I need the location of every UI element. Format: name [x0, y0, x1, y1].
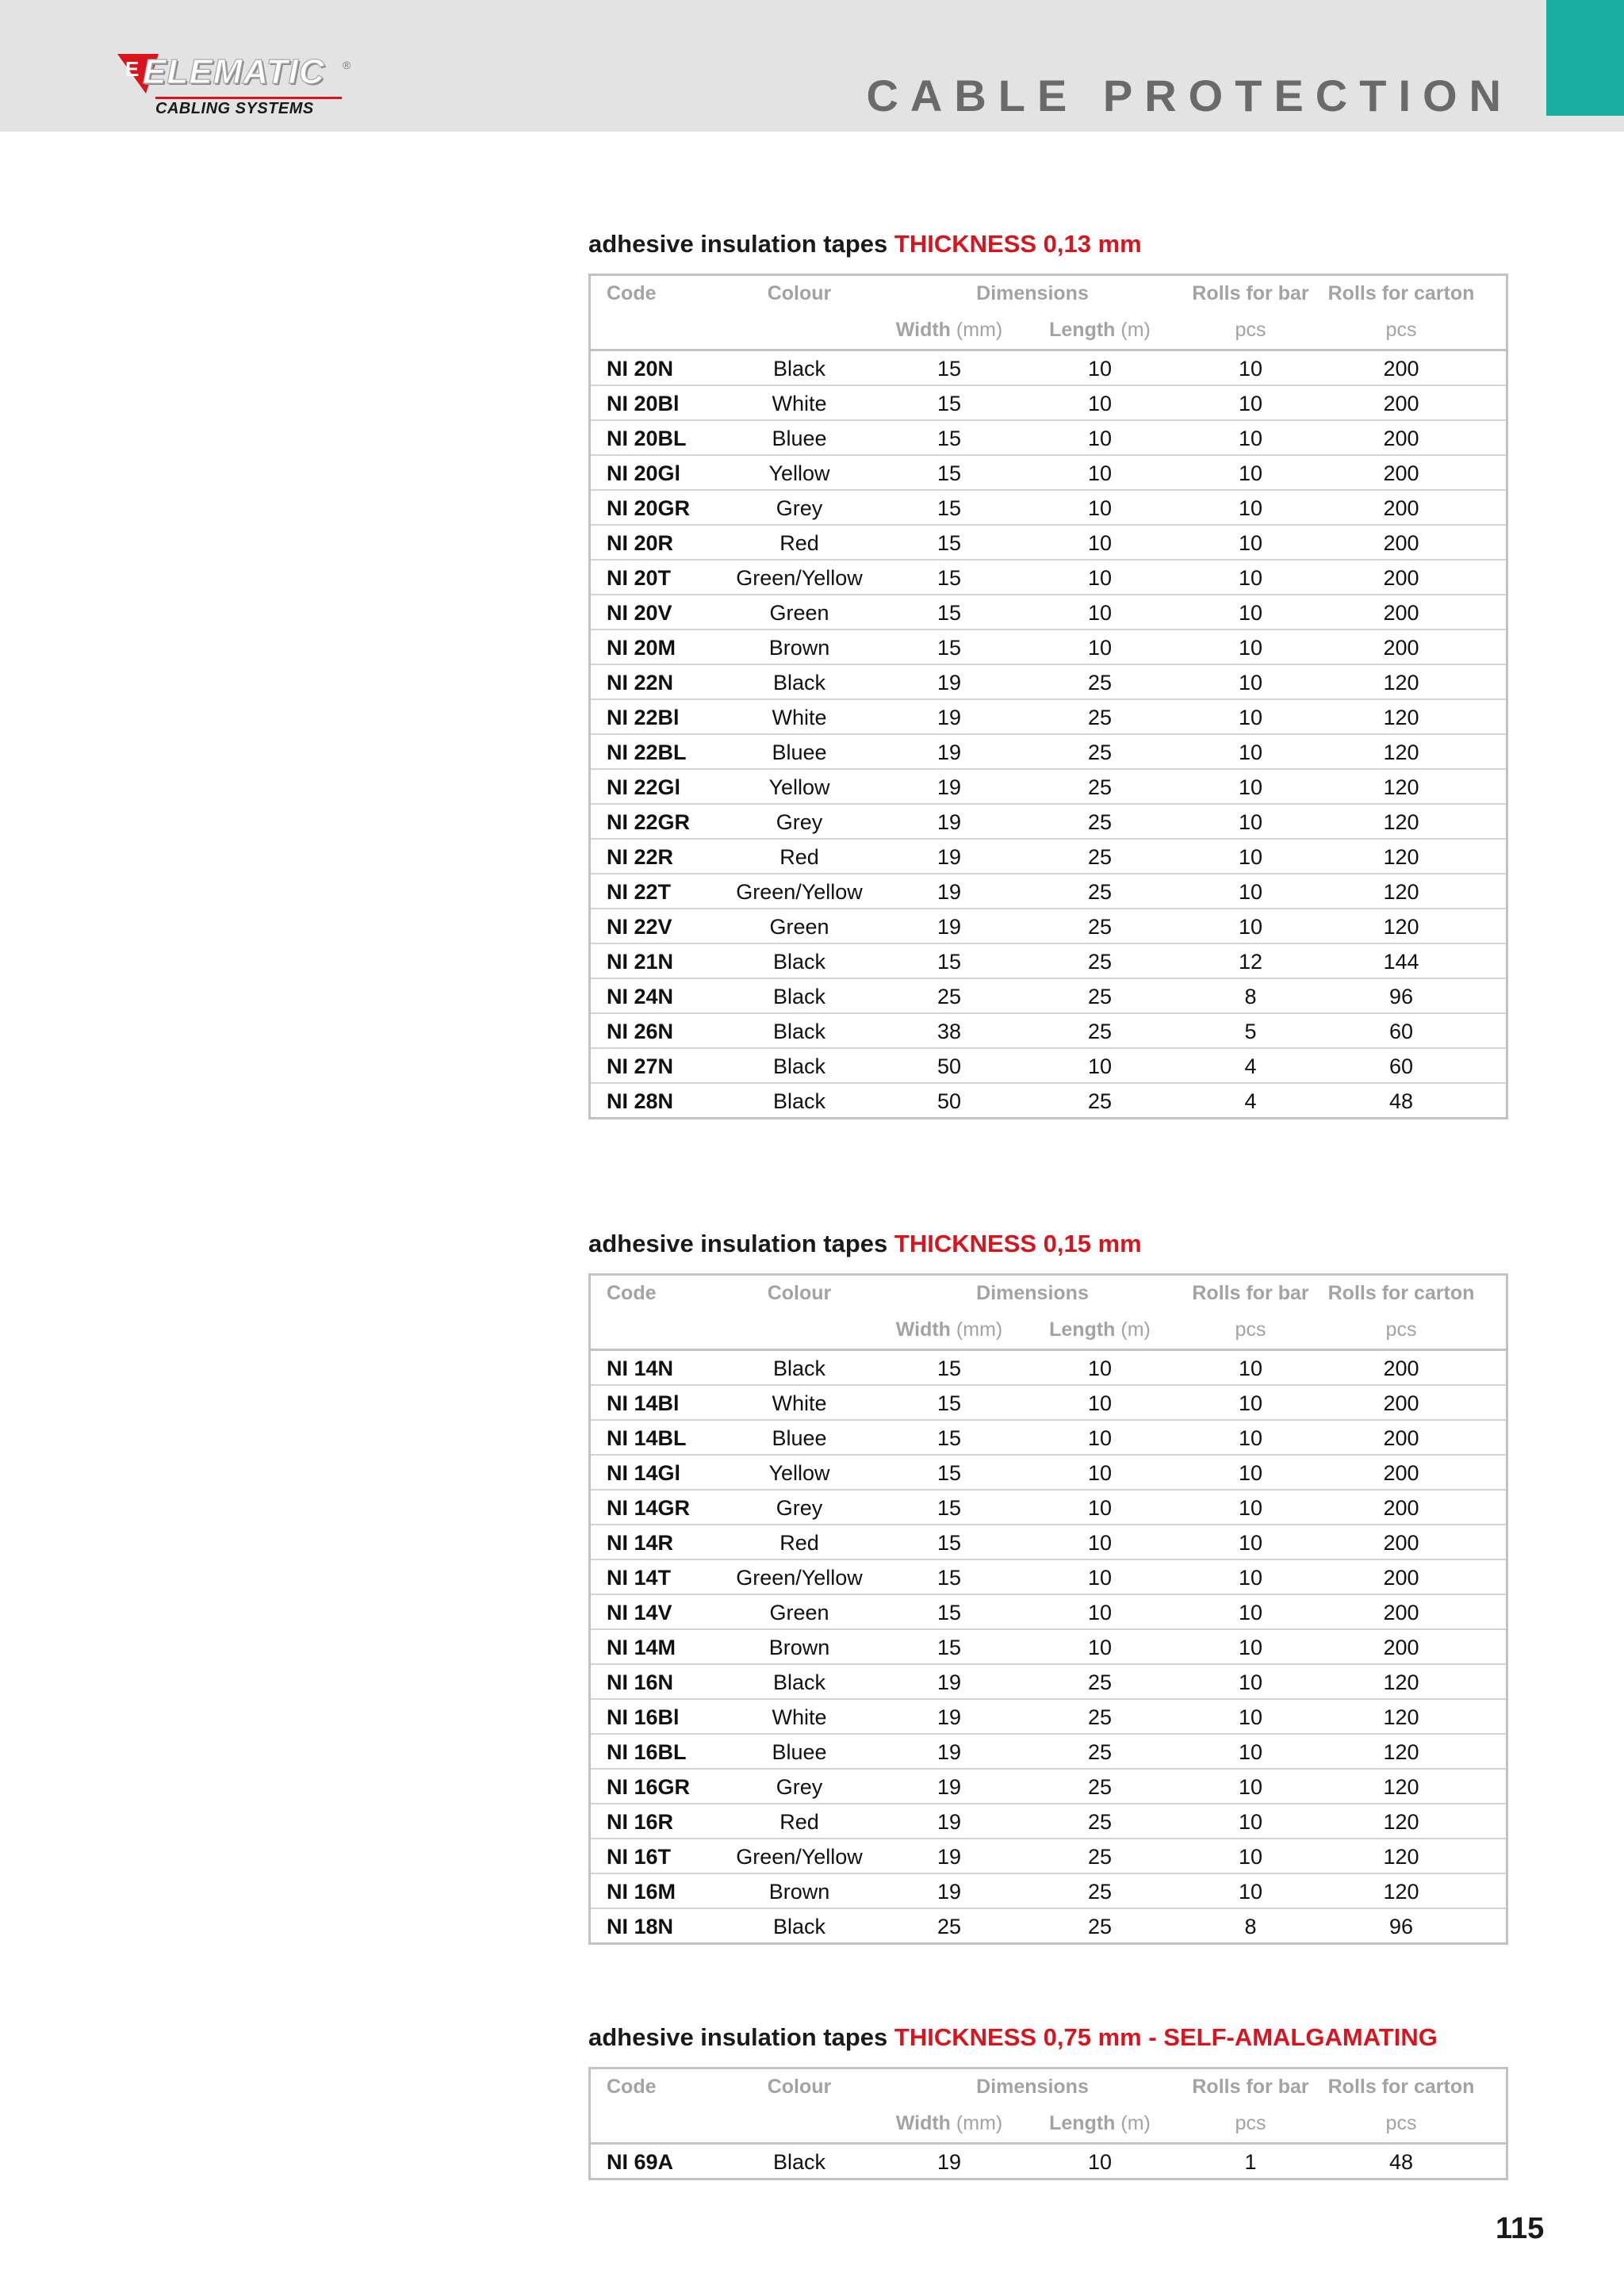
col-header-width-unit: (mm)	[956, 1318, 1003, 1341]
tape-section-013	[588, 224, 1508, 1119]
col-header-rolls-carton: Rolls for carton	[1327, 2076, 1475, 2098]
code-cell: NI 20T	[607, 566, 672, 590]
code-cell: NI 14M	[607, 1636, 676, 1659]
svg-text:E: E	[125, 57, 140, 81]
section-title-prefix: adhesive insulation tapes	[588, 1230, 888, 1257]
section-title	[588, 224, 1508, 264]
unit-pcs-carton: pcs	[1385, 1318, 1417, 1341]
table-body	[591, 351, 1506, 1117]
section-title-highlight: THICKNESS 0,13 mm	[894, 230, 1142, 258]
code-cell: NI 16M	[607, 1880, 676, 1904]
tape-section-015	[588, 1224, 1508, 1945]
code-cell: NI 22BL	[607, 740, 687, 764]
table-row: NI 26N Black 38 25 5 60	[591, 1014, 1506, 1049]
code-cell: NI 69A	[607, 2150, 674, 2174]
col-header-length-unit: (m)	[1120, 319, 1151, 341]
logo-underline	[155, 97, 342, 99]
code-cell: NI 22GR	[607, 810, 691, 834]
unit-pcs-bar: pcs	[1235, 319, 1266, 341]
code-cell: NI 27N	[607, 1054, 674, 1078]
col-header-width-unit: (mm)	[956, 2112, 1003, 2134]
col-header-length-unit: (m)	[1120, 1318, 1151, 1341]
section-accent-tab	[1546, 0, 1624, 116]
table-row: NI 20R Red 15 10 10 200	[591, 526, 1506, 561]
table-row: NI 24N Black 25 25 8 96	[591, 979, 1506, 1014]
table-row: NI 22Gl Yellow 19 25 10 120	[591, 770, 1506, 805]
col-header-dimensions: Dimensions	[976, 282, 1089, 304]
table-body	[591, 1351, 1506, 1942]
table-row: NI 20BL Bluee 15 10 10 200	[591, 421, 1506, 456]
col-header-dimensions: Dimensions	[976, 1282, 1089, 1304]
table-row: NI 69A Black 19 10 1 48	[607, 2150, 1414, 2174]
code-cell: NI 16R	[607, 1810, 674, 1834]
table-row: NI 22R Red 19 25 10 120	[591, 840, 1506, 874]
code-cell: NI 22T	[607, 880, 672, 904]
page-title: CABLE PROTECTION	[866, 71, 1513, 121]
code-cell: NI 20GR	[607, 496, 691, 520]
table-row: NI 16M Brown 19 25 10 120	[591, 1874, 1506, 1909]
code-cell: NI 20R	[607, 531, 674, 555]
table-row: NI 22GR Grey 19 25 10 120	[591, 805, 1506, 840]
table-row: NI 16Bl White 19 25 10 120	[591, 1700, 1506, 1735]
section-title-highlight: THICKNESS 0,15 mm	[894, 1230, 1142, 1257]
table-row: NI 14N Black 15 10 10 200	[591, 1351, 1506, 1386]
unit-pcs-carton: pcs	[1385, 2112, 1417, 2134]
code-cell: NI 16N	[607, 1670, 674, 1694]
table-row: NI 21N Black 15 25 12 144	[591, 944, 1506, 979]
code-cell: NI 16BL	[607, 1740, 687, 1764]
col-header-rolls-bar: Rolls for bar	[1192, 282, 1309, 304]
unit-pcs-carton: pcs	[1385, 319, 1417, 341]
col-header-width-label: Width	[895, 2112, 951, 2134]
table-row: NI 16BL Bluee 19 25 10 120	[591, 1735, 1506, 1770]
code-cell: NI 26N	[607, 1020, 674, 1043]
section-title-prefix: adhesive insulation tapes	[588, 2023, 888, 2051]
table-row: NI 20T Green/Yellow 15 10 10 200	[591, 561, 1506, 595]
code-cell: NI 24N	[607, 985, 674, 1008]
col-header-width-label: Width	[895, 319, 951, 341]
logo-tagline: CABLING SYSTEMS	[155, 100, 314, 117]
table-body	[591, 2145, 1506, 2178]
col-header-code: Code	[607, 282, 657, 304]
table-row: NI 20V Green 15 10 10 200	[591, 595, 1506, 630]
code-cell: NI 16GR	[607, 1775, 691, 1799]
table-row: NI 14Bl White 15 10 10 200	[591, 1386, 1506, 1421]
code-cell: NI 14R	[607, 1531, 674, 1555]
col-header-rolls-bar: Rolls for bar	[1192, 1282, 1309, 1304]
code-cell: NI 20Gl	[607, 461, 681, 485]
code-cell: NI 14BL	[607, 1426, 687, 1450]
code-cell: NI 16T	[607, 1845, 672, 1869]
table-row: NI 18N Black 25 25 8 96	[607, 1915, 1414, 1938]
code-cell: NI 14Gl	[607, 1461, 681, 1485]
tape-section-075	[588, 2018, 1508, 2180]
table-row: NI 20M Brown 15 10 10 200	[591, 630, 1506, 665]
product-table	[588, 274, 1508, 1119]
code-cell: NI 21N	[607, 950, 674, 974]
table-row: NI 16N Black 19 25 10 120	[591, 1665, 1506, 1700]
col-header-width	[896, 1318, 1002, 1341]
col-header-length	[1049, 2112, 1151, 2135]
unit-pcs-bar: pcs	[1235, 2112, 1266, 2134]
code-cell: NI 20BL	[607, 427, 687, 450]
table-row: NI 16T Green/Yellow 19 25 10 120	[591, 1839, 1506, 1874]
table-row: NI 14GR Grey 15 10 10 200	[591, 1490, 1506, 1525]
code-cell: NI 22N	[607, 671, 674, 695]
col-header-length-label: Length	[1049, 319, 1116, 341]
section-title	[588, 1224, 1508, 1264]
code-cell: NI 20Bl	[607, 392, 680, 415]
col-header-rolls-carton: Rolls for carton	[1327, 1282, 1475, 1304]
col-header-code: Code	[607, 2076, 657, 2098]
col-header-colour: Colour	[767, 2076, 832, 2098]
col-header-width-label: Width	[895, 1318, 951, 1341]
code-cell: NI 14T	[607, 1566, 672, 1590]
col-header-width	[896, 319, 1002, 342]
table-row: NI 14R Red 15 10 10 200	[591, 1525, 1506, 1560]
section-title-prefix: adhesive insulation tapes	[588, 230, 888, 258]
table-row: NI 20N Black 15 10 10 200	[591, 351, 1506, 386]
code-cell: NI 22Gl	[607, 775, 681, 799]
table-row: NI 20GR Grey 15 10 10 200	[591, 491, 1506, 526]
product-table	[588, 2067, 1508, 2180]
section-title-highlight: THICKNESS 0,75 mm - SELF-AMALGAMATING	[894, 2023, 1438, 2051]
code-cell: NI 22Bl	[607, 706, 680, 729]
col-header-length	[1049, 1318, 1151, 1341]
section-title	[588, 2018, 1508, 2057]
table-row: NI 14Gl Yellow 15 10 10 200	[591, 1456, 1506, 1490]
col-header-width-unit: (mm)	[956, 319, 1003, 341]
table-row: NI 27N Black 50 10 4 60	[591, 1049, 1506, 1084]
code-cell: NI 18N	[607, 1915, 674, 1938]
col-header-length-unit: (m)	[1120, 2112, 1151, 2134]
col-header-rolls-carton: Rolls for carton	[1327, 282, 1475, 304]
product-table	[588, 1273, 1508, 1945]
col-header-colour: Colour	[767, 282, 832, 304]
code-cell: NI 14Bl	[607, 1391, 680, 1415]
code-cell: NI 14GR	[607, 1496, 691, 1520]
brand-logo	[114, 49, 352, 122]
table-row: NI 22N Black 19 25 10 120	[591, 665, 1506, 700]
code-cell: NI 22R	[607, 845, 674, 869]
col-header-length-label: Length	[1049, 2112, 1116, 2134]
col-header-dimensions: Dimensions	[976, 2076, 1089, 2098]
table-row: NI 14M Brown 15 10 10 200	[591, 1630, 1506, 1665]
col-header-colour: Colour	[767, 1282, 832, 1304]
code-cell: NI 16Bl	[607, 1705, 680, 1729]
table-row: NI 14T Green/Yellow 15 10 10 200	[591, 1560, 1506, 1595]
table-row: NI 28N Black 50 25 4 48	[607, 1089, 1414, 1113]
col-header-code: Code	[607, 1282, 657, 1304]
code-cell: NI 28N	[607, 1089, 674, 1113]
table-row: NI 16R Red 19 25 10 120	[591, 1804, 1506, 1839]
code-cell: NI 20N	[607, 357, 674, 381]
table-header	[591, 276, 1506, 351]
page-number: 115	[1496, 2212, 1545, 2245]
code-cell: NI 22V	[607, 915, 672, 939]
table-row: NI 14V Green 15 10 10 200	[591, 1595, 1506, 1630]
code-cell: NI 14N	[607, 1357, 674, 1380]
table-row: NI 20Gl Yellow 15 10 10 200	[591, 456, 1506, 491]
col-header-length-label: Length	[1049, 1318, 1116, 1341]
table-row: NI 22Bl White 19 25 10 120	[591, 700, 1506, 735]
table-row: NI 22T Green/Yellow 19 25 10 120	[591, 874, 1506, 909]
table-row: NI 16GR Grey 19 25 10 120	[591, 1770, 1506, 1804]
table-header	[591, 2069, 1506, 2145]
logo-wordmark: ELEMATIC	[143, 52, 325, 91]
code-cell: NI 20V	[607, 601, 672, 625]
table-header	[591, 1276, 1506, 1351]
col-header-rolls-bar: Rolls for bar	[1192, 2076, 1309, 2098]
unit-pcs-bar: pcs	[1235, 1318, 1266, 1341]
col-header-width	[896, 2112, 1002, 2135]
code-cell: NI 20M	[607, 636, 676, 660]
col-header-length	[1049, 319, 1151, 342]
table-row: NI 22V Green 19 25 10 120	[591, 909, 1506, 944]
table-row: NI 22BL Bluee 19 25 10 120	[591, 735, 1506, 770]
table-row: NI 20Bl White 15 10 10 200	[591, 386, 1506, 421]
code-cell: NI 14V	[607, 1601, 672, 1624]
table-row: NI 14BL Bluee 15 10 10 200	[591, 1421, 1506, 1456]
registered-mark: ®	[343, 59, 351, 71]
